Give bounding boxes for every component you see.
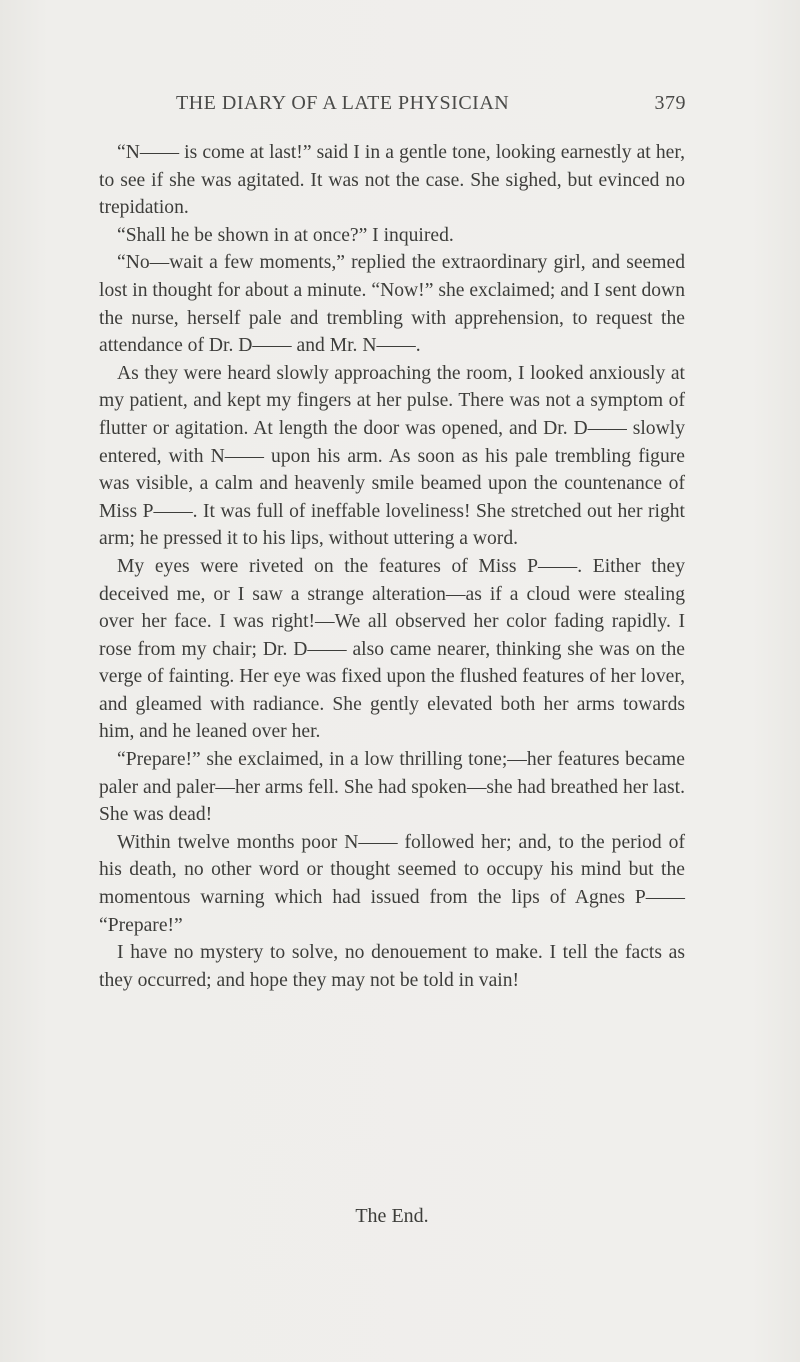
paragraph: “N—— is come at last!” said I in a gentle tone, looking earnestly at her, to see if she was agitated. It was not the case. She sighed, but evinced no trepidation. — [99, 142, 685, 219]
paragraph: I have no mystery to solve, no denouement to make. I tell the facts as they occurred; and hope they may not be told in vain! — [99, 942, 685, 991]
paragraph: “No—wait a few moments,” replied the extraordinary girl, and seemed lost in thought for about a minute. “Now!” she exclaimed; and I sent down the nurse, herself pale and trembling with apprehension, to request the attendance of Dr. D—— and Mr. N——. — [99, 252, 685, 357]
end-mark: The End. — [355, 1205, 429, 1227]
paragraph: Within twelve months poor N—— followed her; and, to the period of his death, no other word or thought seemed to occupy his mind but the momentous warning which had issued from the lips of Agnes P—— “Prepare!” — [99, 831, 685, 936]
paragraph: My eyes were riveted on the features of Miss P——. Either they deceived me, or I saw a strange alteration—as if a cloud were stealing over her face. I was right!—We all observed her color fading rapidly. I rose from my chair; Dr. D—— also came nearer, thinking she was on the verge of fainting. Her eye was fixed upon the flushed features of her lover, and gleamed with radiance. She gently elevated both her arms towards him, and he leaned over her. — [99, 555, 685, 743]
page-header — [176, 92, 686, 115]
paragraph: “Shall he be shown in at once?” I inquired. — [117, 224, 454, 246]
paragraph: “Prepare!” she exclaimed, in a low thrilling tone;—her features became paler and paler—her arms fell. She had spoken—she had breathed her last. She was dead! — [99, 749, 685, 826]
paragraph: As they were heard slowly approaching the room, I looked anxiously at my patient, and kept my fingers at her pulse. There was not a symptom of flutter or agitation. At length the door was opened, and Dr. D—— slowly entered, with N—— upon his arm. As soon as his pale trembling figure was visible, a calm and heavenly smile beamed upon the countenance of Miss P——. It was full of ineffable loveliness! She stretched out her right arm; he pressed it to his lips, without uttering a word. — [99, 362, 685, 550]
body-text — [99, 139, 685, 994]
running-title: THE DIARY OF A LATE PHYSICIAN — [176, 92, 510, 114]
page-number: 379 — [654, 92, 686, 114]
